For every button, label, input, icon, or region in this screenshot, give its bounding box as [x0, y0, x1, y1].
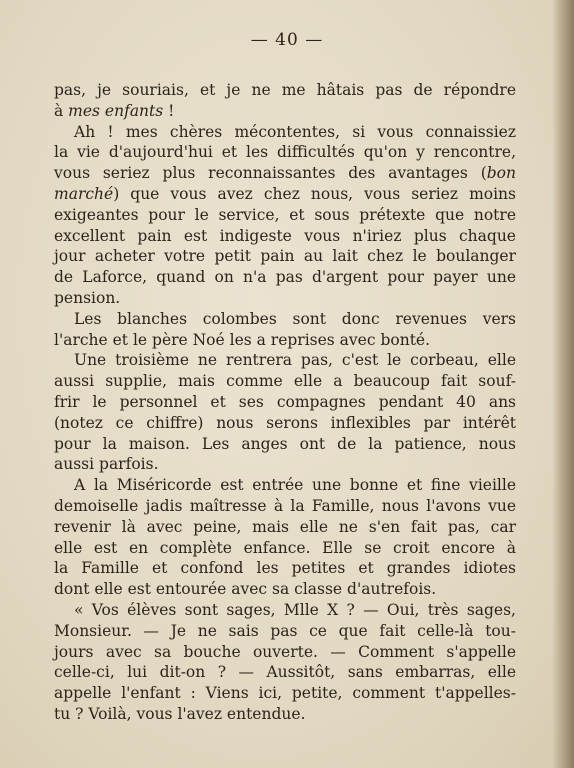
text-line: pas, je souriais, et je ne me hâtais pas de répondre [54, 81, 516, 99]
text-line: demoiselle jadis maîtresse à la Famille, nous l'avons vue [54, 496, 516, 515]
text-line: aussi parfois. [54, 455, 159, 474]
page-number: — 40 — [250, 30, 324, 50]
text-line: (notez ce chiffre) nous serons inflexibles par intérêt [54, 413, 516, 432]
text-line: « Vos élèves sont sages, Mlle X ? — Oui, très sages, [74, 600, 516, 619]
text-line: revenir là avec peine, mais elle ne s'en fait pas, car [54, 517, 516, 536]
text-line: celle-ci, lui dit-on ? — Aussitôt, sans embarras, elle [54, 663, 516, 682]
text-line: l'arche et le père Noé les a reprises avec bonté. [54, 330, 431, 349]
text-line: marché) que vous avez chez nous, vous seriez moins [54, 184, 516, 203]
text-line: vous seriez plus reconnaissantes des avantages (bon [54, 164, 516, 183]
text-line: la vie d'aujourd'hui et les difficultés qu'on y rencontre, [54, 143, 516, 162]
body-text [54, 80, 516, 725]
text-line: aussi supplie, mais comme elle a beaucoup fait souf- [54, 372, 516, 391]
text-line: Ah ! mes chères mécontentes, si vous connaissiez [74, 122, 516, 141]
text-line: tu ? Voilà, vous l'avez entendue. [54, 704, 306, 723]
text-line: jour acheter votre petit pain au lait chez le boulanger [54, 247, 516, 266]
text-line: Monsieur. — Je ne sais pas ce que fait celle-là tou- [54, 621, 516, 640]
text-line: de Laforce, quand on n'a pas d'argent pour payer une [54, 268, 516, 287]
text-line: elle est en complète enfance. Elle se croit encore à [54, 538, 516, 557]
text-line: frir le personnel et ses compagnes pendant 40 ans [54, 392, 516, 411]
page-edge-shadow [552, 0, 574, 768]
text-line: pension. [54, 288, 121, 307]
text-line: A la Miséricorde est entrée une bonne et fine vieille [74, 476, 516, 495]
text-line: jours avec sa bouche ouverte. — Comment s'appelle [54, 642, 516, 661]
text-line: pour la maison. Les anges ont de la patience, nous [54, 434, 516, 453]
text-line: dont elle est entourée avec sa classe d'autrefois. [54, 580, 437, 599]
text-line: Les blanches colombes sont donc revenues vers [74, 309, 516, 328]
text-line: excellent pain est indigeste vous n'iriez plus chaque [54, 226, 516, 245]
text-line: appelle l'enfant : Viens ici, petite, comment t'appelles- [54, 684, 516, 703]
text-line: à mes enfants ! [54, 101, 175, 120]
text-line: Une troisième ne rentrera pas, c'est le corbeau, elle [74, 351, 516, 370]
text-line: la Famille et confond les petites et grandes idiotes [54, 559, 516, 578]
text-line: exigeantes pour le service, et sous prétexte que notre [54, 205, 516, 224]
